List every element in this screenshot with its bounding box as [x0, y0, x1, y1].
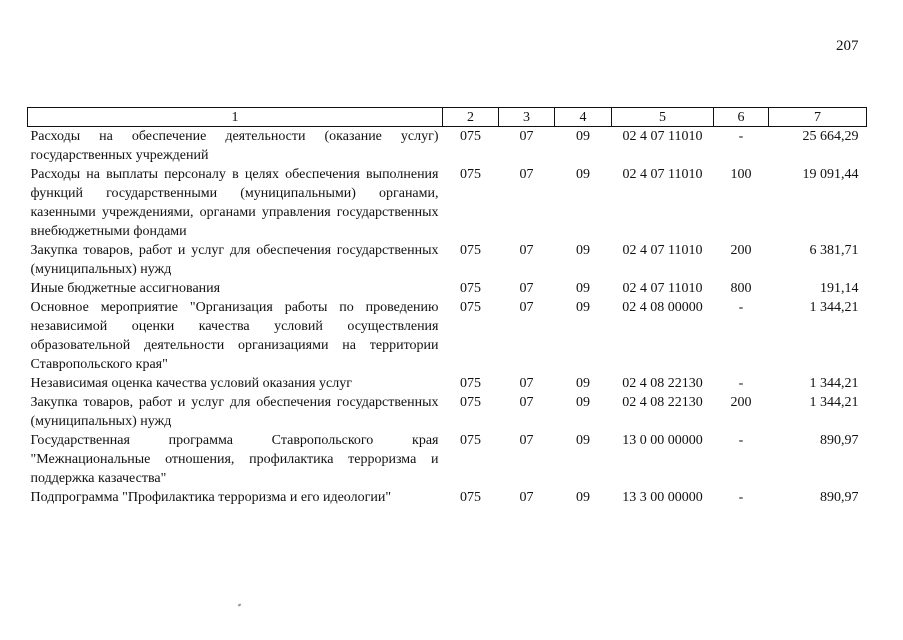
row-name: Расходы на выплаты персоналу в целях обеспечения выполнения функций государственными (муниципальными) органами, казенными учреждениями, органами управления государственных внебюджетными фондами	[30, 167, 439, 239]
row-ministry: 075	[460, 167, 481, 182]
row-amount: 890,97	[820, 490, 859, 505]
row-target-article: 02 4 07 11010	[622, 129, 703, 144]
row-name: Иные бюджетные ассигнования	[30, 281, 221, 296]
table-row	[28, 488, 867, 507]
row-expense-type: -	[738, 490, 744, 505]
row-ministry: 075	[460, 376, 481, 391]
table-row	[28, 298, 867, 374]
row-name: Независимая оценка качества условий оказания услуг	[30, 376, 352, 391]
row-section: 07	[519, 167, 534, 182]
scan-speck	[238, 603, 242, 606]
row-subsection: 09	[576, 490, 590, 505]
row-subsection: 09	[576, 300, 590, 315]
row-subsection: 09	[576, 281, 590, 296]
row-ministry: 075	[460, 129, 481, 144]
row-subsection: 09	[576, 243, 590, 258]
row-ministry: 075	[460, 300, 481, 315]
row-name: Закупка товаров, работ и услуг для обеспечения государственных (муниципальных) нужд	[30, 395, 439, 429]
row-amount: 1 344,21	[809, 300, 859, 315]
row-ministry: 075	[460, 433, 481, 448]
row-expense-type: -	[738, 129, 744, 144]
row-name: Закупка товаров, работ и услуг для обеспечения государственных (муниципальных) нужд	[30, 243, 439, 277]
column-header-name: 1	[28, 108, 443, 127]
row-expense-type: -	[738, 433, 744, 448]
row-section: 07	[519, 129, 534, 144]
row-amount: 890,97	[820, 433, 859, 448]
column-header-section: 3	[499, 108, 555, 127]
row-section: 07	[519, 300, 534, 315]
row-target-article: 13 3 00 00000	[622, 490, 703, 505]
row-ministry: 075	[460, 281, 481, 296]
table-header-row	[28, 108, 867, 127]
row-target-article: 02 4 08 22130	[622, 376, 703, 391]
row-amount: 19 091,44	[802, 167, 859, 182]
row-section: 07	[519, 490, 534, 505]
row-subsection: 09	[576, 433, 590, 448]
row-expense-type: -	[738, 300, 744, 315]
table-row	[28, 241, 867, 279]
table-row	[28, 374, 867, 393]
row-section: 07	[519, 433, 534, 448]
row-amount: 191,14	[820, 281, 859, 296]
table-row	[28, 279, 867, 298]
column-header-subsection: 4	[555, 108, 612, 127]
row-name: Основное мероприятие "Организация работы по проведению независимой оценки качества условий осуществления образовательной деятельности организациями на территории Ставропольского края"	[30, 300, 439, 372]
row-target-article: 02 4 07 11010	[622, 167, 703, 182]
row-target-article: 02 4 08 00000	[622, 300, 703, 315]
row-name: Расходы на обеспечение деятельности (оказание услуг) государственных учреждений	[30, 129, 439, 163]
column-header-amount: 7	[769, 108, 867, 127]
table-row	[28, 127, 867, 166]
table-row	[28, 393, 867, 431]
row-subsection: 09	[576, 129, 590, 144]
row-expense-type: 200	[730, 243, 752, 258]
row-ministry: 075	[460, 243, 481, 258]
row-section: 07	[519, 281, 534, 296]
row-amount: 1 344,21	[809, 395, 859, 410]
row-section: 07	[519, 395, 534, 410]
column-header-ministry: 2	[443, 108, 499, 127]
row-name: Подпрограмма "Профилактика терроризма и его идеологии"	[30, 490, 392, 505]
row-name: Государственная программа Ставропольского края "Межнациональные отношения, профилактика терроризма и поддержка казачества"	[30, 433, 439, 486]
row-subsection: 09	[576, 167, 590, 182]
table-row	[28, 165, 867, 241]
table-row	[28, 431, 867, 488]
row-subsection: 09	[576, 376, 590, 391]
budget-table	[27, 107, 867, 507]
row-amount: 6 381,71	[809, 243, 859, 258]
column-header-target-article: 5	[612, 108, 714, 127]
row-expense-type: 800	[730, 281, 752, 296]
row-expense-type: -	[738, 376, 744, 391]
row-ministry: 075	[460, 490, 481, 505]
row-subsection: 09	[576, 395, 590, 410]
row-target-article: 13 0 00 00000	[622, 433, 703, 448]
row-amount: 1 344,21	[809, 376, 859, 391]
page-number: 207	[836, 38, 859, 54]
row-ministry: 075	[460, 395, 481, 410]
row-target-article: 02 4 08 22130	[622, 395, 703, 410]
row-amount: 25 664,29	[802, 129, 859, 144]
row-section: 07	[519, 243, 534, 258]
row-expense-type: 200	[730, 395, 752, 410]
row-target-article: 02 4 07 11010	[622, 243, 703, 258]
row-target-article: 02 4 07 11010	[622, 281, 703, 296]
column-header-expense-type: 6	[714, 108, 769, 127]
row-section: 07	[519, 376, 534, 391]
row-expense-type: 100	[730, 167, 752, 182]
